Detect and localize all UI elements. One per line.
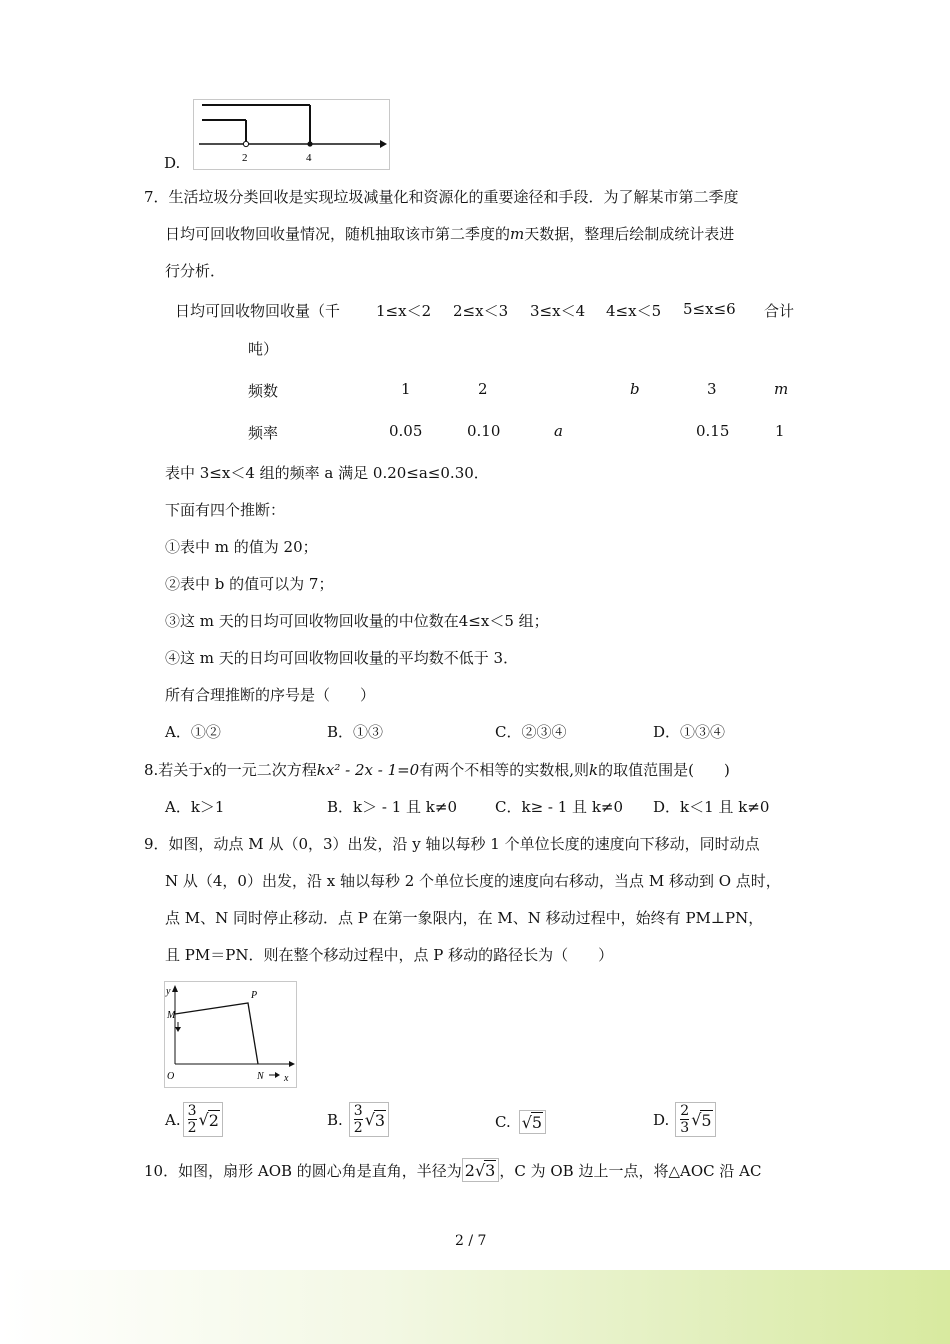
q9-label-y: y: [166, 986, 171, 997]
q9-option-a-value: $\frac{3}{2}$ √ 2: [183, 1102, 223, 1137]
q9-option-c-value: √ 5: [519, 1110, 546, 1134]
q8-stem: [144, 759, 730, 780]
q8-option-b[interactable]: B．k＞ - 1 且 k≠0: [327, 798, 457, 816]
q8-option-d[interactable]: D．k＜1 且 k≠0: [653, 798, 770, 816]
q6-number-line-figure: [193, 99, 390, 170]
q8-var-x: x: [203, 761, 212, 779]
q9-line-1: 9．如图，动点 M 从（0，3）出发，沿 y 轴以每秒 1 个单位长度的速度向下移动，同时动点: [144, 835, 760, 853]
q9-option-b[interactable]: [327, 1102, 389, 1137]
q9-option-d[interactable]: [653, 1102, 716, 1137]
q9-label-x: x: [284, 1073, 289, 1084]
table-header-label: 日均可回收物回收量（千: [175, 302, 341, 320]
q9-label-m: M: [167, 1010, 176, 1021]
q7-inference-3: ③这 m 天的日均可回收物回收量的中位数在4≤x＜5 组；: [165, 612, 549, 630]
q8-stem-f: 的取值范围是( ): [598, 761, 730, 779]
q10-line-1: [144, 1158, 761, 1182]
q9-option-d-letter: D.: [653, 1110, 670, 1129]
q7-ask: 所有合理推断的序号是（ ）: [165, 686, 376, 704]
table-col-2: 2≤x＜3: [453, 302, 509, 320]
q9-option-c-letter: C.: [495, 1113, 511, 1131]
q9-line-3: 点 M、N 同时停止移动．点 P 在第一象限内，在 M、N 移动过程中，始终有 PM⊥PN，: [165, 909, 764, 927]
footer-decoration: [0, 1270, 950, 1344]
q9-label-n: N: [257, 1071, 264, 1082]
q10-text-a: 10．如图，扇形 AOB 的圆心角是直角，半径为: [144, 1161, 462, 1180]
q7-inference-4: ④这 m 天的日均可回收物回收量的平均数不低于 3．: [165, 649, 519, 667]
q9-option-c[interactable]: [495, 1110, 546, 1134]
table-rate-1: 0.05: [389, 422, 423, 440]
q7-line-3: 行分析．: [165, 262, 226, 280]
q8-option-a[interactable]: A．k＞1: [165, 798, 225, 816]
q7-line-1: 7．生活垃圾分类回收是实现垃圾减量化和资源化的重要途径和手段．为了解某市第二季度: [144, 188, 739, 206]
q10-radius-value: 2 √ 3: [462, 1158, 500, 1182]
q8-stem-d: 有两个不相等的实数根,则: [419, 761, 590, 779]
q9-figure-svg: [165, 982, 296, 1087]
table-rate-label: 频率: [248, 424, 279, 442]
table-freq-2: 2: [478, 380, 488, 398]
q9-option-a[interactable]: [165, 1102, 223, 1137]
table-col-1: 1≤x＜2: [376, 302, 432, 320]
q7-note: 表中 3≤x＜4 组的频率 a 满足 0.20≤a≤0.30．: [165, 464, 489, 482]
q7-line-2: [165, 223, 734, 244]
q9-line-4: 且 PM＝PN．则在整个移动过程中，点 P 移动的路径长为（ ）: [165, 946, 614, 964]
table-col-3: 3≤x＜4: [530, 302, 586, 320]
q9-option-b-value: $\frac{3}{2}$ √ 3: [349, 1102, 389, 1137]
q8-equation: kx² - 2x - 1=0: [316, 761, 420, 779]
table-header-label-cont: 吨）: [248, 340, 279, 358]
q8-stem-c: 的一元二次方程: [211, 761, 317, 779]
q8-option-c[interactable]: C．k≥ - 1 且 k≠0: [495, 798, 624, 816]
q6-option-d-label: D.: [164, 154, 181, 172]
q7-option-a[interactable]: A．①②: [165, 723, 221, 741]
q9-option-a-letter: A.: [165, 1110, 181, 1129]
table-rate-5: 0.15: [696, 422, 730, 440]
table-freq-label: 频数: [248, 382, 279, 400]
table-col-5: 5≤x≤6: [683, 300, 736, 318]
table-rate-3: a: [554, 422, 563, 440]
q8-var-k: k: [589, 761, 599, 779]
q7-line-2b: 天数据，整理后绘制成统计表进: [524, 225, 735, 243]
q9-line-2: N 从（4，0）出发，沿 x 轴以每秒 2 个单位长度的速度向右移动，当点 M 移动到 O 点时，: [165, 872, 781, 890]
number-line-svg: [194, 100, 389, 169]
q7-intro: 下面有四个推断：: [165, 501, 286, 519]
q9-label-p: P: [251, 990, 258, 1001]
q9-coordinate-figure: [164, 981, 297, 1088]
q10-text-b: ，C 为 OB 边上一点，将△AOC 沿 AC: [499, 1161, 762, 1180]
table-col-4: 4≤x＜5: [606, 302, 662, 320]
q9-option-b-letter: B.: [327, 1110, 343, 1129]
tick-label-4: 4: [306, 152, 312, 164]
table-freq-total: m: [774, 380, 789, 398]
q7-var-m: m: [510, 225, 525, 243]
table-freq-4: b: [630, 380, 640, 398]
q9-option-d-value: $\frac{2}{3}$ √ 5: [675, 1102, 715, 1137]
q7-option-b[interactable]: B．①③: [327, 723, 384, 741]
q9-label-o: O: [167, 1071, 175, 1082]
table-rate-total: 1: [775, 422, 785, 440]
tick-label-2: 2: [242, 152, 248, 164]
q7-line-2a: 日均可回收物回收量情况，随机抽取该市第二季度的: [165, 225, 511, 243]
table-freq-5: 3: [707, 380, 717, 398]
q7-option-d[interactable]: D．①③④: [653, 723, 726, 741]
q7-inference-1: ①表中 m 的值为 20；: [165, 538, 318, 556]
q7-inference-2: ②表中 b 的值可以为 7；: [165, 575, 334, 593]
table-rate-2: 0.10: [467, 422, 501, 440]
page-number: 2 / 7: [455, 1233, 487, 1249]
table-col-6: 合计: [764, 302, 795, 320]
q7-option-c[interactable]: C．②③④: [495, 723, 567, 741]
table-freq-1: 1: [401, 380, 411, 398]
q8-stem-a: 8.若关于: [144, 761, 204, 779]
